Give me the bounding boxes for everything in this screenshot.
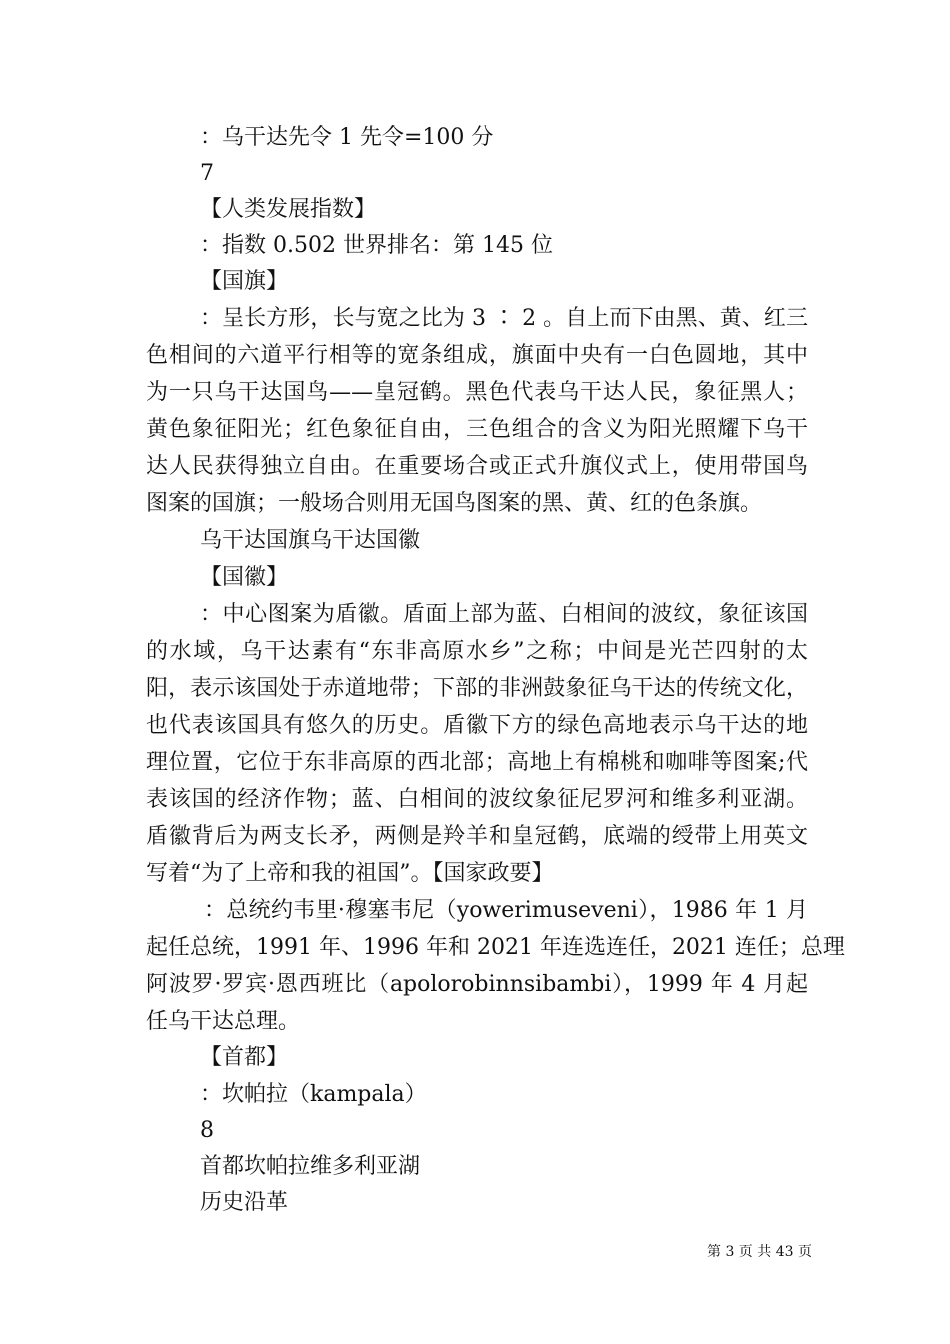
- page-footer: 第 3 页 共 43 页: [707, 1244, 812, 1260]
- emblem-paragraph-line: 表该国的经济作物；蓝、白相间的波纹象征尼罗河和维多利亚湖。: [146, 787, 808, 812]
- emblem-paragraph-line: 写着“为了上帝和我的祖国”。【国家政要】: [146, 861, 554, 886]
- leaders-paragraph-line: 任乌干达总理。: [146, 1009, 301, 1034]
- leaders-paragraph-line: 阿波罗·罗宾·恩西班比（apolorobinnsibambi），1999 年 4 月起: [146, 972, 808, 997]
- emblem-paragraph-line: ：中心图案为盾徽。盾面上部为蓝、白相间的波纹，象征该国: [200, 602, 808, 627]
- flag-paragraph-line: 达人民获得独立自由。在重要场合或正式升旗仪式上，使用带国鸟: [146, 454, 808, 479]
- section-heading-hdi: 【人类发展指数】: [200, 197, 377, 222]
- page-number-marker: 7: [200, 161, 214, 186]
- leaders-paragraph-line: 起任总统，1991 年、1996 年和 2021 年连选连任，2021 连任；总理: [146, 935, 845, 960]
- section-heading-capital: 【首都】: [200, 1045, 289, 1070]
- hdi-line: ：指数 0.502 世界排名：第 145 位: [200, 233, 553, 258]
- emblem-paragraph-line: 的水域，乌干达素有“东非高原水乡”之称；中间是光芒四射的太: [146, 639, 808, 664]
- flag-paragraph-line: 黄色象征阳光；红色象征自由，三色组合的含义为阳光照耀下乌干: [146, 417, 808, 442]
- flag-paragraph-line: ：呈长方形，长与宽之比为 3 ∶ 2 。自上而下由黑、黄、红三: [200, 306, 808, 331]
- emblem-paragraph-line: 盾徽背后为两支长矛，两侧是羚羊和皇冠鹤，底端的绶带上用英文: [146, 824, 808, 849]
- section-heading-emblem: 【国徽】: [200, 565, 289, 590]
- leaders-paragraph-line: ：总统约韦里·穆塞韦尼（yowerimuseveni），1986 年 1 月: [204, 898, 808, 923]
- image-caption: 首都坎帕拉维多利亚湖: [200, 1154, 421, 1179]
- flag-paragraph-line: 色相间的六道平行相等的宽条组成，旗面中央有一白色圆地，其中: [146, 343, 808, 368]
- image-caption: 乌干达国旗乌干达国徽: [200, 528, 421, 553]
- page-number-marker: 8: [200, 1118, 214, 1143]
- emblem-paragraph-line: 阳，表示该国处于赤道地带；下部的非洲鼓象征乌干达的传统文化，: [146, 676, 808, 701]
- section-heading-history: 历史沿革: [200, 1190, 289, 1215]
- flag-paragraph-line: 为一只乌干达国鸟——皇冠鹤。黑色代表乌干达人民，象征黑人；: [146, 380, 808, 405]
- emblem-paragraph-line: 也代表该国具有悠久的历史。盾徽下方的绿色高地表示乌干达的地: [146, 713, 808, 738]
- capital-line: ：坎帕拉（kampala）: [200, 1082, 427, 1107]
- currency-line: ：乌干达先令 1 先令=100 分: [200, 125, 494, 150]
- section-heading-flag: 【国旗】: [200, 269, 289, 294]
- flag-paragraph-line: 图案的国旗；一般场合则用无国鸟图案的黑、黄、红的色条旗。: [146, 491, 763, 516]
- emblem-paragraph-line: 理位置，它位于东非高原的西北部；高地上有棉桃和咖啡等图案;代: [146, 750, 808, 775]
